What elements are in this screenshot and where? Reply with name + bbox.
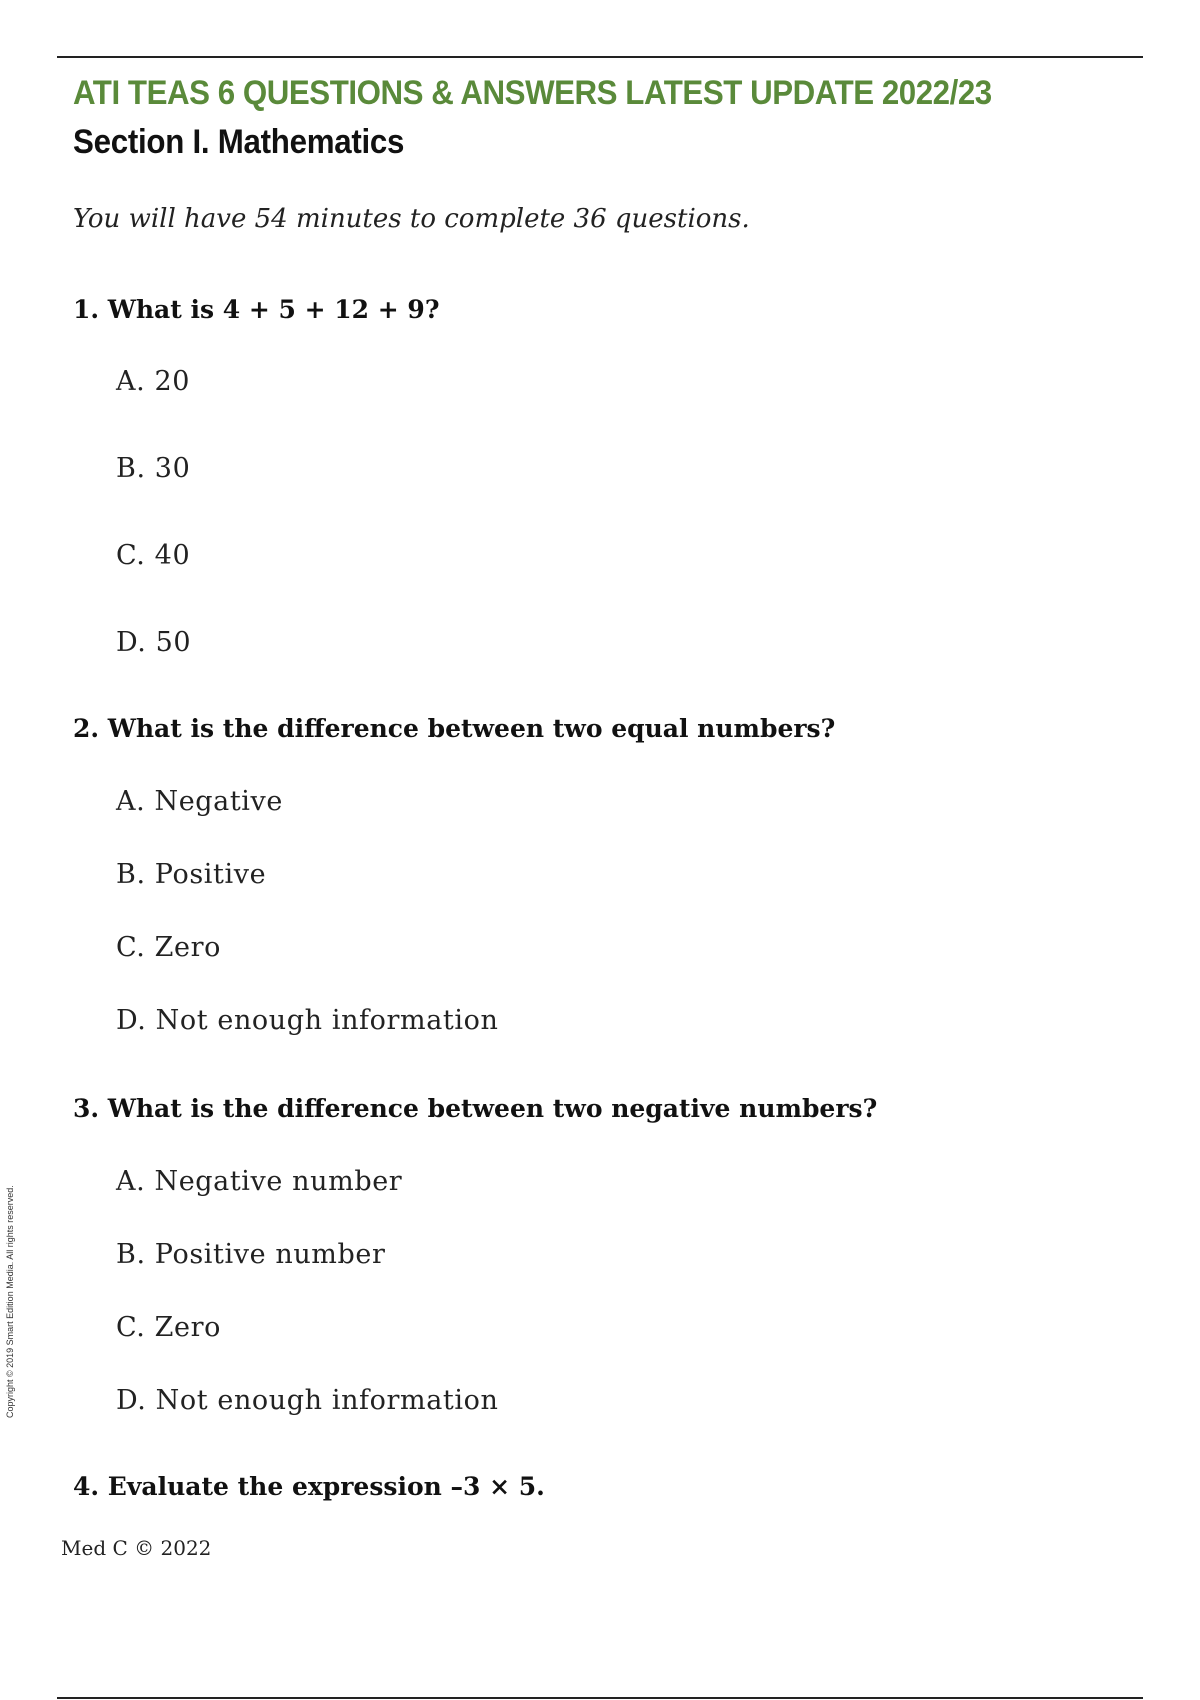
question-2-option-a: A. Negative <box>116 786 283 817</box>
question-1-option-a: A. 20 <box>116 366 191 397</box>
question-3-option-c: C. Zero <box>116 1312 221 1343</box>
question-1-option-c: C. 40 <box>116 540 191 571</box>
question-2-option-c: C. Zero <box>116 932 221 963</box>
question-3-option-b: B. Positive number <box>116 1239 386 1270</box>
question-3-option-d: D. Not enough information <box>116 1385 499 1416</box>
question-3-option-a: A. Negative number <box>116 1166 403 1197</box>
question-1: 1. What is 4 + 5 + 12 + 9? <box>73 295 440 324</box>
instructions-text: You will have 54 minutes to complete 36 questions. <box>73 204 750 234</box>
question-2-option-b: B. Positive <box>116 859 267 890</box>
section-heading: Section I. Mathematics <box>73 123 405 161</box>
question-2-option-d: D. Not enough information <box>116 1005 499 1036</box>
document-title: ATI TEAS 6 QUESTIONS & ANSWERS LATEST UPDATE 2022/23 <box>73 74 992 112</box>
question-4: 4. Evaluate the expression –3 × 5. <box>73 1472 545 1501</box>
question-1-option-b: B. 30 <box>116 453 191 484</box>
footer-copyright: Med C © 2022 <box>61 1536 212 1560</box>
question-3: 3. What is the difference between two negative numbers? <box>73 1094 878 1123</box>
bottom-rule <box>57 1697 1143 1699</box>
side-copyright-notice: Copyright © 2019 Smart Edition Media. All rights reserved. <box>5 1185 15 1418</box>
question-1-option-d: D. 50 <box>116 627 192 658</box>
question-2: 2. What is the difference between two equal numbers? <box>73 714 836 743</box>
top-rule <box>57 56 1143 58</box>
